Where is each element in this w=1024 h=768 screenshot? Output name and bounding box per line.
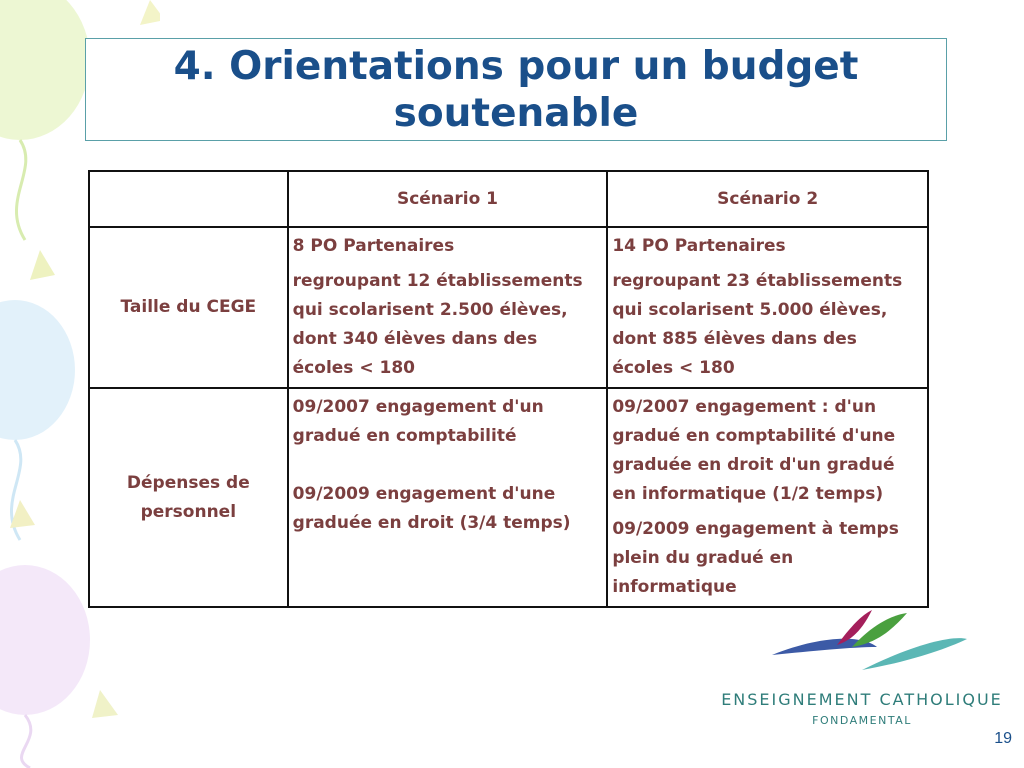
table-header-row <box>89 171 928 227</box>
cell-text: 09/2009 engagement à temps plein du gradué en informatique <box>612 519 899 597</box>
row-label-taille: Taille du CEGE <box>89 227 288 388</box>
cell-taille-scenario-2 <box>607 227 928 388</box>
cell-text: 14 PO Partenaires <box>612 236 786 256</box>
logo-subtext: FONDAMENTAL <box>812 714 912 727</box>
cell-text: 8 PO Partenaires <box>292 236 455 256</box>
cell-text: 09/2007 engagement d'un gradué en comptabilité <box>292 397 544 446</box>
cell-text: 09/2007 engagement : d'un gradué en comptabilité d'une graduée en droit d'un gradué en informatique (1/2 temps) <box>612 397 896 504</box>
header-scenario-1: Scénario 1 <box>288 171 608 227</box>
cell-text: regroupant 12 établissements qui scolarisent 2.500 élèves, dont 340 élèves dans des écoles < 180 <box>292 271 583 378</box>
logo-text: ENSEIGNEMENT CATHOLIQUE <box>721 690 1003 709</box>
page-number: 19 <box>994 730 1012 747</box>
header-empty <box>89 171 288 227</box>
slide-title: 4. Orientations pour un budget soutenable <box>173 43 859 136</box>
row-label-depenses: Dépenses de personnel <box>89 388 288 607</box>
budget-table <box>88 170 929 608</box>
cell-text: 09/2009 engagement d'une graduée en droit (3/4 temps) <box>292 484 571 533</box>
cell-taille-scenario-1 <box>288 227 608 388</box>
header-scenario-2: Scénario 2 <box>607 171 928 227</box>
title-box <box>85 38 947 141</box>
cell-text: regroupant 23 établissements qui scolarisent 5.000 élèves, dont 885 élèves dans des écoles < 180 <box>612 271 903 378</box>
cell-depenses-scenario-1 <box>288 388 608 607</box>
table-row <box>89 227 928 388</box>
